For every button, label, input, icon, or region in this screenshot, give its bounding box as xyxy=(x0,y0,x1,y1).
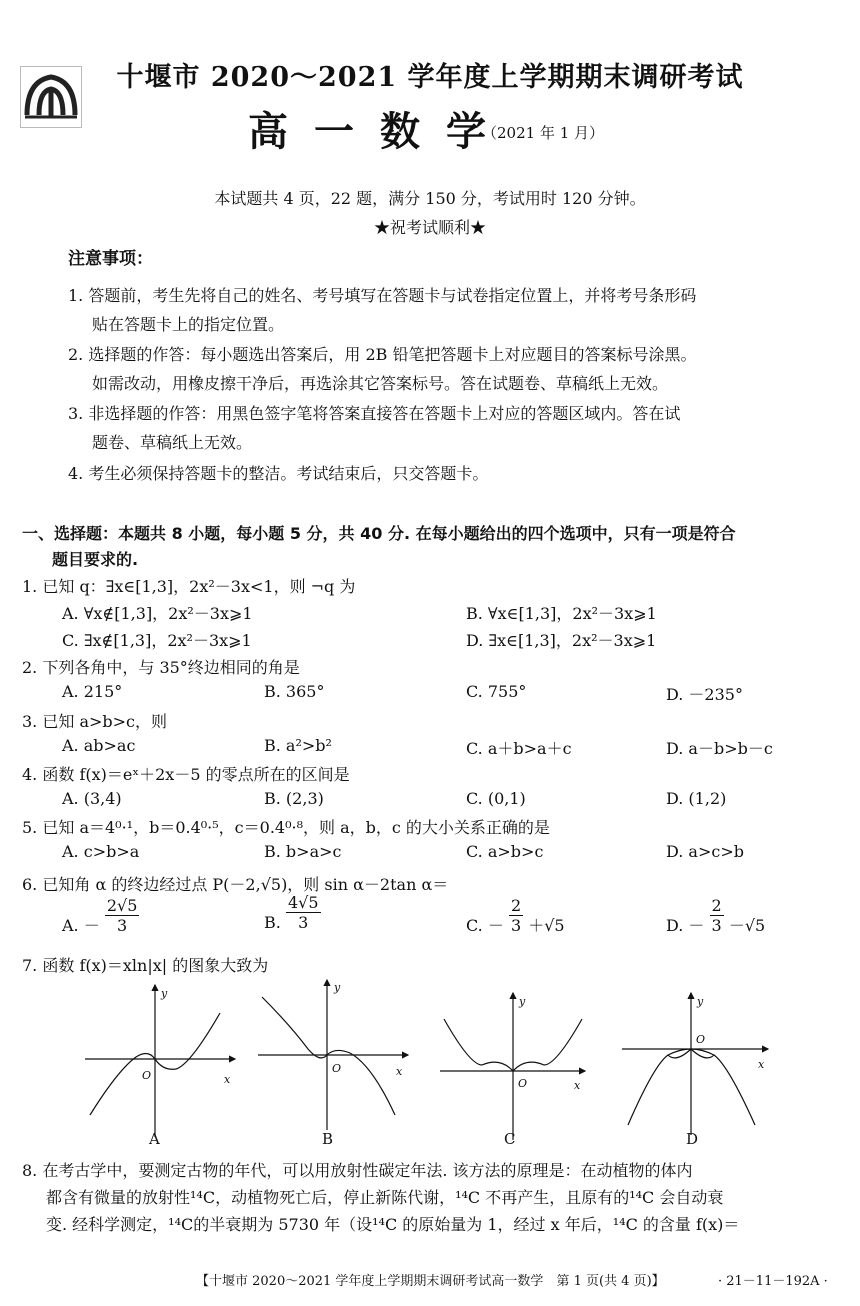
q5-option-c: C. a>b>c xyxy=(466,842,544,861)
q6-option-a xyxy=(62,896,139,936)
note-line: 如需改动，用橡皮擦干净后，再选涂其它答案标号。答在试题卷、草稿纸上无效。 xyxy=(92,374,669,393)
q6-a-fraction xyxy=(105,896,140,935)
q2-option-d: D. －235° xyxy=(666,685,743,704)
q6-d-numerator: 2 xyxy=(711,896,722,915)
q2-option-c: C. 755° xyxy=(466,682,527,701)
note-line: 3. 非选择题的作答：用黑色签字笔将答案直接答在答题卡上对应的答题区域内。答在试 xyxy=(68,404,681,423)
q6-c-suffix: ＋√5 xyxy=(528,916,565,935)
question-8-line: 8. 在考古学中，要测定古物的年代，可以用放射性碳定年法. 该方法的原理是：在动植物的体内 xyxy=(22,1161,693,1180)
exam-info: 本试题共 4 页，22 题，满分 150 分，考试用时 120 分钟。 xyxy=(214,189,646,208)
q1-option-a: A. ∀x∉[1,3]，2x²－3x⩾1 xyxy=(62,604,253,623)
graph-b-y-axis-label: y xyxy=(334,981,341,994)
q1-option-b: B. ∀x∈[1,3]，2x²－3x⩾1 xyxy=(466,604,657,623)
question-1-stem: 1. 已知 q：∃x∈[1,3]，2x²－3x<1，则 ¬q 为 xyxy=(22,577,356,596)
q2-option-b: B. 365° xyxy=(264,682,325,701)
q3-option-a: A. ab>ac xyxy=(62,736,136,755)
q6-a-prefix: A. － xyxy=(62,916,100,935)
q6-a-denominator: 3 xyxy=(117,916,128,935)
note-line: 4. 考生必须保持答题卡的整洁。考试结束后，只交答题卡。 xyxy=(68,464,489,483)
graph-a-x-axis-label: x xyxy=(224,1073,231,1086)
question-2-stem: 2. 下列各角中，与 35°终边相同的角是 xyxy=(22,658,300,677)
q6-c-denominator: 3 xyxy=(510,916,522,935)
subject-title: 高一数学 xyxy=(248,108,512,155)
q6-a-numerator: 2√5 xyxy=(106,896,138,915)
note-line: 题卷、草稿纸上无效。 xyxy=(92,433,253,452)
q6-b-numerator: 4√5 xyxy=(287,893,319,912)
graph-c xyxy=(440,993,585,1140)
q3-option-c: C. a＋b>a＋c xyxy=(466,739,572,758)
question-8-line: 都含有微量的放射性¹⁴C，动植物死亡后，停止新陈代谢，¹⁴C 不再产生，且原有的¹⁴C 会自动衰 xyxy=(46,1188,724,1207)
note-line: 贴在答题卡上的指定位置。 xyxy=(92,315,285,334)
section-heading-cont: 题目要求的. xyxy=(52,550,139,569)
q1-option-d: D. ∃x∈[1,3]，2x²－3x⩾1 xyxy=(466,631,657,650)
graph-a-origin: O xyxy=(142,1069,152,1082)
q6-d-prefix: D. － xyxy=(666,916,705,935)
graph-c-y-axis-label: y xyxy=(519,995,526,1008)
q3-option-d: D. a－b>b－c xyxy=(666,739,773,758)
graph-b-origin: O xyxy=(332,1062,342,1075)
q7-graphs xyxy=(0,975,860,1155)
q6-b-fraction xyxy=(286,893,321,932)
q6-b-prefix: B. xyxy=(264,913,281,932)
exam-title: 十堰市 2020～2021 学年度上学期期末调研考试 xyxy=(116,62,744,93)
q4-option-c: C. (0,1) xyxy=(466,789,526,808)
q1-option-c: C. ∃x∉[1,3]，2x²－3x⩾1 xyxy=(62,631,252,650)
q6-c-prefix: C. － xyxy=(466,916,504,935)
exam-date: （2021 年 1 月） xyxy=(482,124,605,142)
notes-heading: 注意事项： xyxy=(68,249,153,269)
page-footer: 【十堰市 2020～2021 学年度上学期期末调研考试高一数学 第 1 页(共 4 页)】 xyxy=(196,1274,665,1289)
graph-label-c: C xyxy=(504,1130,516,1148)
q4-option-a: A. (3,4) xyxy=(62,789,122,808)
graph-c-origin: O xyxy=(518,1077,528,1090)
note-line: 1. 答题前，考生先将自己的姓名、考号填写在答题卡与试卷指定位置上，并将考号条形码 xyxy=(68,286,697,305)
q6-d-fraction xyxy=(710,896,724,935)
question-5-stem: 5. 已知 a＝4⁰·¹，b＝0.4⁰·⁵，c＝0.4⁰·⁸，则 a，b，c 的大小关系正确的是 xyxy=(22,818,550,837)
exam-wish: ★祝考试顺利★ xyxy=(373,218,486,237)
question-4-stem: 4. 函数 f(x)＝eˣ＋2x－5 的零点所在的区间是 xyxy=(22,765,350,784)
question-6-stem: 6. 已知角 α 的终边经过点 P(－2,√5)，则 sin α－2tan α＝ xyxy=(22,875,449,894)
graph-label-d: D xyxy=(686,1130,699,1148)
graph-a-y-axis-label: y xyxy=(161,987,168,1000)
graph-b xyxy=(258,980,408,1130)
q5-option-b: B. b>a>c xyxy=(264,842,342,861)
note-line: 2. 选择题的作答：每小题选出答案后，用 2B 铅笔把答题卡上对应题目的答案标号涂黑。 xyxy=(68,345,697,364)
q6-c-numerator: 2 xyxy=(510,896,522,915)
graph-label-a: A xyxy=(149,1130,160,1148)
question-8-line: 变. 经科学测定，¹⁴C的半衰期为 5730 年（设¹⁴C 的原始量为 1，经过 x 年后，¹⁴C 的含量 f(x)＝ xyxy=(46,1215,740,1234)
q2-option-a: A. 215° xyxy=(62,682,123,701)
q4-option-b: B. (2,3) xyxy=(264,789,324,808)
q6-d-denominator: 3 xyxy=(711,916,722,935)
graph-b-x-axis-label: x xyxy=(396,1065,403,1078)
graph-c-x-axis-label: x xyxy=(574,1079,581,1092)
q6-option-b xyxy=(264,893,321,932)
graph-d-x-axis-label: x xyxy=(758,1058,765,1071)
page-code: · 21－11－192A · xyxy=(718,1274,828,1289)
q6-option-c xyxy=(466,896,565,936)
q6-c-fraction xyxy=(509,896,523,935)
q3-option-b: B. a²>b² xyxy=(264,736,332,755)
section-heading: 一、选择题：本题共 8 小题，每小题 5 分，共 40 分. 在每小题给出的四个选项中，只有一项是符合 xyxy=(22,524,736,543)
q4-option-d: D. (1,2) xyxy=(666,789,727,808)
graph-label-b: B xyxy=(322,1130,334,1148)
q6-option-d xyxy=(666,896,766,936)
q6-b-denominator: 3 xyxy=(298,913,309,932)
question-3-stem: 3. 已知 a>b>c，则 xyxy=(22,712,167,731)
graph-d-y-axis-label: y xyxy=(697,995,704,1008)
graph-a xyxy=(85,985,235,1137)
q5-option-a: A. c>b>a xyxy=(62,842,140,861)
question-7-stem: 7. 函数 f(x)＝xln|x| 的图象大致为 xyxy=(22,956,269,975)
q5-option-d: D. a>c>b xyxy=(666,842,744,861)
q6-d-suffix: －√5 xyxy=(728,916,766,935)
graph-d xyxy=(622,993,768,1135)
graph-d-origin: O xyxy=(696,1033,706,1046)
